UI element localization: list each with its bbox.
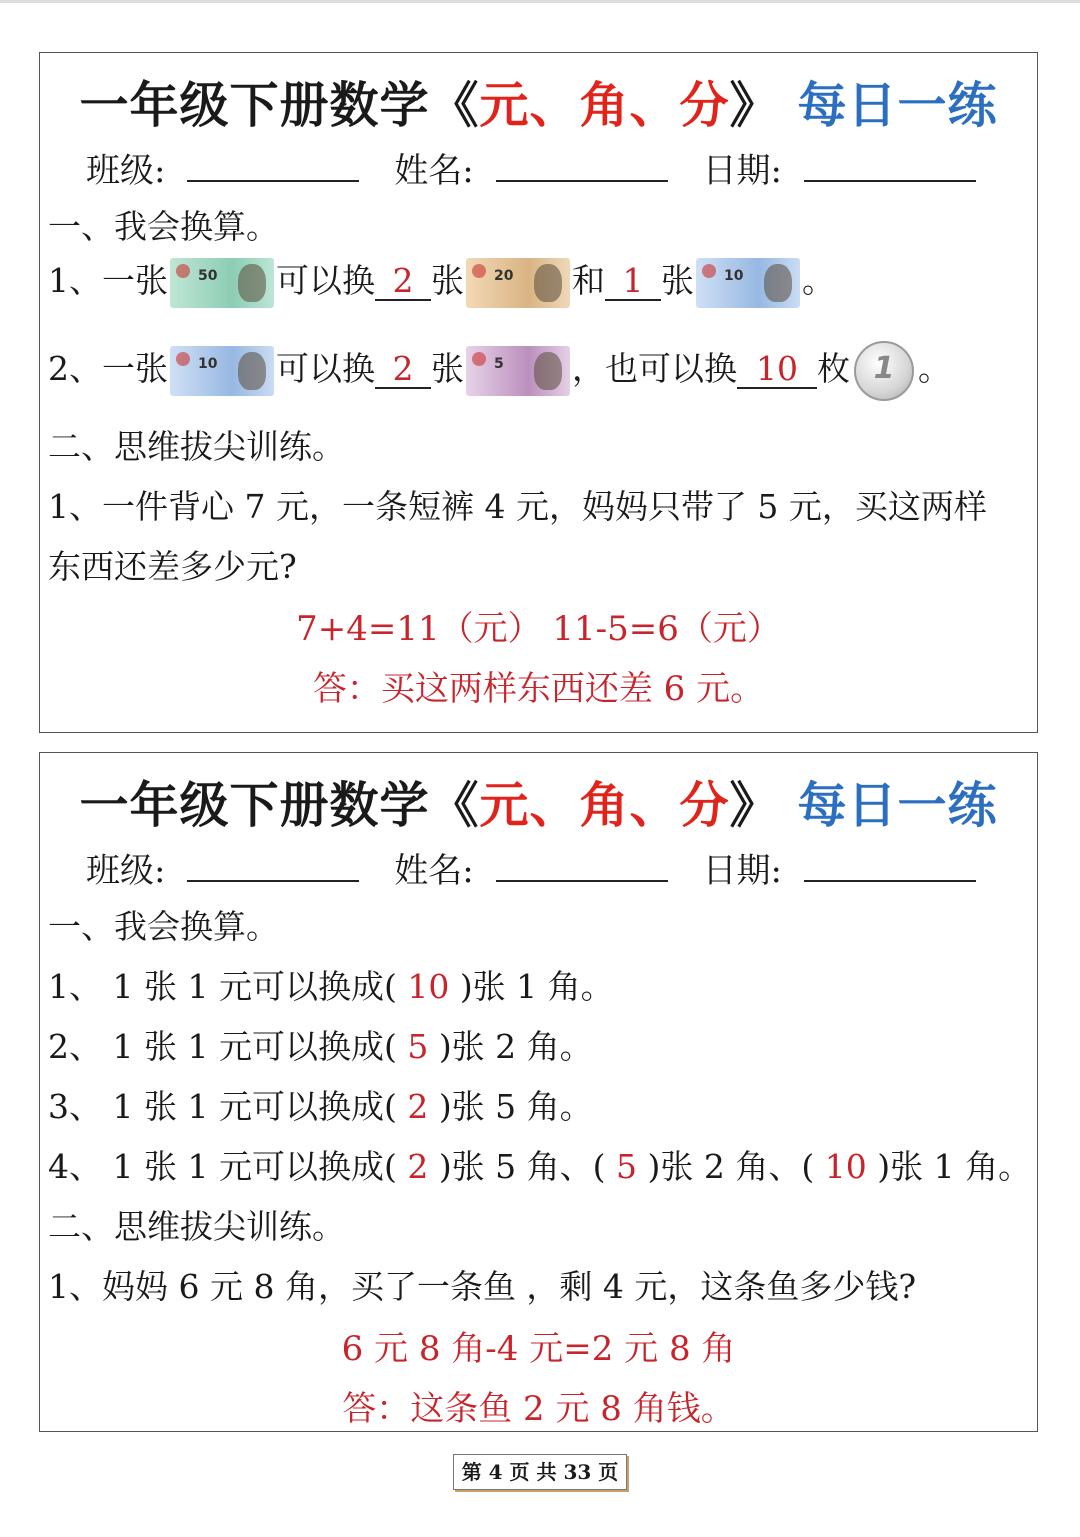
date-label: 日期: [702,851,783,891]
question-text: 。 [918,349,951,388]
question-text: 可以换 [276,349,375,388]
question-text: 张 [661,261,694,300]
answer-blank[interactable]: 2 [375,263,431,301]
answer-blank[interactable]: 1 [605,263,661,301]
date-label: 日期: [702,151,783,191]
answer-value[interactable]: 10 [814,1147,878,1186]
title-highlight: 元、角、分 [479,777,730,834]
question-1 [48,255,835,308]
class-label: 班级: [86,851,166,891]
page-number: 第 4 页 共 33 页 [453,1454,627,1490]
section-heading: 二、思维拔尖训练。 [48,1207,345,1246]
title-bracket: 》 [729,77,780,134]
word-problem: 东西还差多少元? [48,547,297,586]
answer-value[interactable]: 5 [396,1027,439,1066]
section-heading: 一、我会换算。 [48,207,279,246]
answer-value[interactable]: 2 [396,1087,439,1126]
title-subtitle: 每日一练 [797,777,998,834]
student-info-row [86,843,1000,892]
answer-value[interactable]: 10 [396,967,460,1006]
class-field[interactable] [187,854,359,882]
name-field[interactable] [496,854,668,882]
answer-blank[interactable]: 2 [375,351,431,389]
solution-text: 7+4=11（元） 11-5=6（元） [296,609,781,649]
page-title [40,767,1037,837]
banknote-20-icon: 20 [466,258,570,308]
word-problem: 1、妈妈 6 元 8 角，买了一条鱼 ，剩 4 元，这条鱼多少钱? [48,1267,917,1306]
class-field[interactable] [187,154,359,182]
banknote-10-icon: 10 [170,346,274,396]
question-text: 枚 [817,349,850,388]
name-field[interactable] [496,154,668,182]
banknote-50-icon: 50 [170,258,274,308]
title-subtitle: 每日一练 [797,77,998,134]
solution-text: 6 元 8 角-4 元=2 元 8 角 [341,1329,736,1369]
question-text: 张 [431,261,464,300]
question-text: 1、一张 [48,261,168,300]
word-problem: 1、一件背心 7 元，一条短裤 4 元，妈妈只带了 5 元，买这两样 [48,487,987,526]
question-text: 和 [572,261,605,300]
worksheet-section-2 [39,752,1038,1432]
exchange-item: 4、 1 张 1 元可以换成( 2 )张 5 角、( 5 )张 2 角、( 10 )张 1 角。 [48,1147,1032,1186]
class-label: 班级: [86,151,166,191]
name-label: 姓名: [394,151,474,191]
question-text: 张 [431,349,464,388]
answer-text: 答：这条鱼 2 元 8 角钱。 [342,1389,735,1429]
answer-value[interactable]: 5 [605,1147,648,1186]
banknote-10-icon: 10 [696,258,800,308]
question-text: ，也可以换 [572,349,737,388]
worksheet-section-1 [39,52,1038,733]
page-title [40,67,1037,137]
student-info-row [86,143,1000,192]
answer-text: 答：买这两样东西还差 6 元。 [312,669,765,709]
question-text: 2、一张 [48,349,168,388]
exchange-item: 2、 1 张 1 元可以换成( 5 )张 2 角。 [48,1027,593,1066]
title-text: 一年级下册数学《 [79,77,480,134]
title-highlight: 元、角、分 [479,77,730,134]
title-bracket: 》 [729,777,780,834]
title-text: 一年级下册数学《 [79,777,480,834]
banknote-5-icon: 5 [466,346,570,396]
exchange-item: 3、 1 张 1 元可以换成( 2 )张 5 角。 [48,1087,593,1126]
answer-value[interactable]: 2 [396,1147,439,1186]
section-heading: 一、我会换算。 [48,907,279,946]
question-2 [48,341,951,401]
date-field[interactable] [804,154,976,182]
question-text: 可以换 [276,261,375,300]
section-heading: 二、思维拔尖训练。 [48,427,345,466]
date-field[interactable] [804,854,976,882]
answer-blank[interactable]: 10 [737,351,817,389]
coin-1-yuan-icon: 1 [854,341,914,401]
name-label: 姓名: [394,851,474,891]
question-text: 。 [802,261,835,300]
exchange-item: 1、 1 张 1 元可以换成( 10 )张 1 角。 [48,967,614,1006]
top-border [0,0,1080,3]
